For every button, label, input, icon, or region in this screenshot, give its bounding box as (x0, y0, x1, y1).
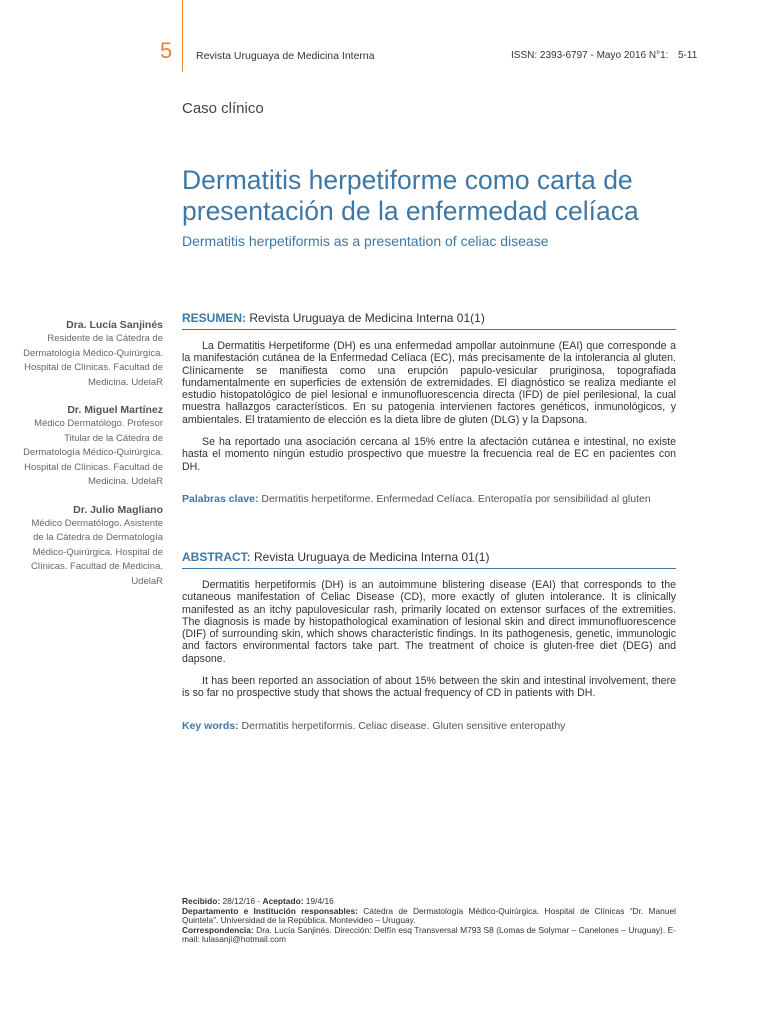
resumen-section (182, 311, 676, 505)
author-affiliation: Médico Dermatólogo. Asistente de la Cátedra de Dermatología Médico-Quirúrgica. Hospital de Clínicas. Facultad de Medicina. UdelaR (30, 517, 163, 587)
correspondence-line (182, 926, 676, 945)
issn-info: ISSN: 2393-6797 - Mayo 2016 N°1: (511, 50, 669, 61)
resumen-source: Revista Uruguaya de Medicina Interna 01(1) (246, 311, 485, 325)
recibido-date: 28/12/16 - (220, 896, 263, 906)
resumen-heading (182, 311, 676, 330)
department-text: Cátedra de Dermatología Médico-Quirúrgica. Hospital de Clínicas “Dr. Manuel Quintela”. Universidad de la República. Montevideo – Uruguay. (182, 905, 677, 926)
resumen-paragraph-1: La Dermatitis Herpetiforme (DH) es una enfermedad ampollar autoinmune (EAI) que corresponde a la manifestación cutánea de la Enfermedad Celíaca (EC), más precisamente de la intolerancia al gluten. Clínicamente se manifiesta como una erupción papulo-vesicular pruriginosa, topografiada fundamentalmente en superficies de extensión de extremidades. El diagnóstico se realiza mediante el estudio histopatológico de piel lesional e inmunofluorescencia directa (IFD) de piel perilesional, la cual muestra hallazgos característicos. En su patogenia intervienen factores genéticos, inmunológicos, y ambientales. El tratamiento de elección es la dieta libre de gluten (DLG) y la Dapsona. (182, 340, 676, 426)
department-label: Departamento e Institución responsables: (182, 905, 358, 916)
abstract-section (182, 550, 676, 732)
abstract-paragraph-1: Dermatitis herpetiformis (DH) is an autoimmune blistering disease (EAI) that corresponds to the cutaneous manifestation of Celiac Disease (CD), more exactly of gluten intolerance. It is clinically manifested as an itchy papulovesicular rash, primarily located on extensor surfaces of the extremities. The diagnosis is made by histopathological examination of lesional skin and direct immunofluorescence (DIF) of surrounding skin, which shows characteristic findings. In its pathogenesis, genetic, immunologic and factors environmental factors take part. The treatment of choice is gluten-free diet (DEG) and dapsone. (182, 579, 676, 665)
page-range: 5-11 (678, 50, 698, 61)
section-label: Caso clínico (182, 100, 264, 117)
article-subtitle: Dermatitis herpetiformis as a presentation of celiac disease (182, 233, 549, 249)
author-name: Dr. Miguel Martínez (67, 404, 163, 416)
journal-name: Revista Uruguaya de Medicina Interna (196, 50, 375, 62)
abstract-label: ABSTRACT: (182, 550, 251, 564)
header-divider-line (182, 0, 183, 72)
author-entry (20, 318, 163, 390)
author-list (20, 318, 163, 602)
author-name: Dra. Lucía Sanjinés (66, 319, 163, 331)
palabras-clave-text: Dermatitis herpetiforme. Enfermedad Celíaca. Enteropatía por sensibilidad al gluten (258, 492, 651, 505)
author-entry (20, 503, 163, 590)
department-line (182, 907, 676, 926)
abstract-heading (182, 550, 676, 569)
article-title: Dermatitis herpetiforme como carta de presentación de la enfermedad celíaca (182, 165, 639, 226)
correspondence-label: Correspondencia: (182, 924, 254, 935)
author-entry (20, 403, 163, 490)
resumen-label: RESUMEN: (182, 311, 247, 325)
aceptado-date: 19/4/16 (303, 896, 334, 906)
author-affiliation: Residente de la Cátedra de Dermatología Médico-Quirúrgica. Hospital de Clínicas. Facultad de Medicina. UdelaR (23, 333, 163, 388)
key-words (182, 720, 676, 732)
article-footer (182, 897, 676, 945)
resumen-paragraph-2: Se ha reportado una asociación cercana al 15% entre la afectación cutánea e intestinal, no existe hasta el momento ningún estudio prospectivo que muestre la frecuencia real de EC en pacientes con DH. (182, 436, 676, 473)
recibido-label: Recibido: (182, 896, 221, 906)
abstract-source: Revista Uruguaya de Medicina Interna 01(1) (250, 550, 490, 564)
palabras-clave (182, 493, 676, 505)
author-name: Dr. Julio Magliano (73, 503, 163, 516)
correspondence-text: Dra. Lucía Sanjinés. Dirección: Delfín esq Transversal M793 S8 (Lomas de Solymar – Canelones – Uruguay). E-mail: lulasanji@hotmail.com (182, 924, 676, 945)
author-affiliation: Médico Dermatólogo. Profesor Titular de la Cátedra de Dermatología Médico-Quirúrgica. Hospital de Clínicas. Facultad de Medicina. UdelaR (23, 418, 163, 487)
page-number: 5 (160, 38, 173, 63)
aceptado-label: Aceptado: (262, 896, 304, 906)
key-words-label: Key words: (182, 719, 239, 732)
key-words-text: Dermatitis herpetiformis. Celiac disease. Gluten sensitive enteropathy (238, 719, 566, 732)
abstract-paragraph-2: It has been reported an association of about 15% between the skin and intestinal involvement, there is so far no prospective study that shows the actual frequency of CD in patients with DH. (182, 675, 676, 700)
palabras-clave-label: Palabras clave: (182, 492, 259, 505)
